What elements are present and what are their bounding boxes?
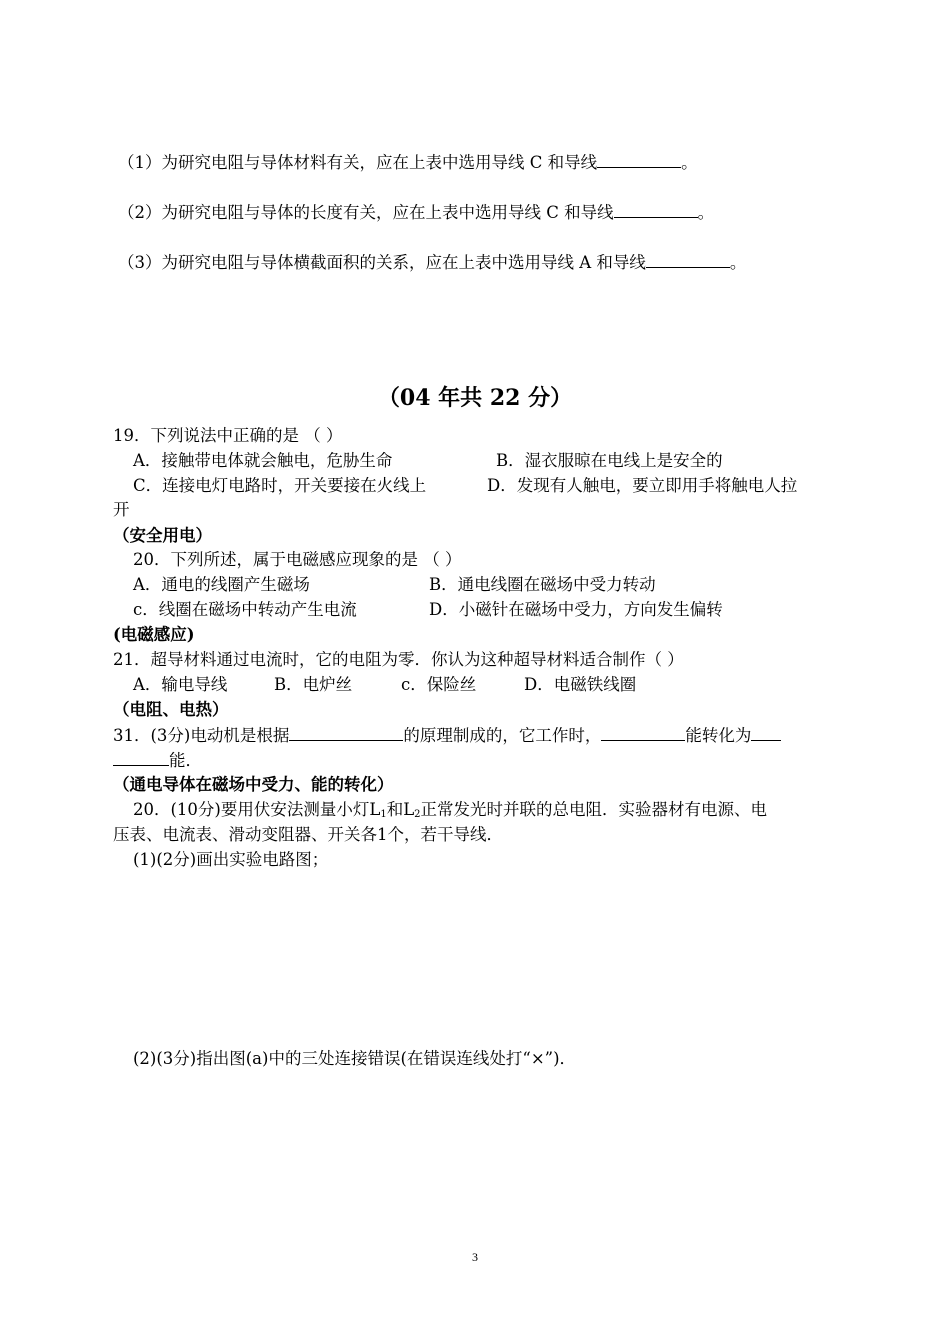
q21-option-c: c．保险丝 bbox=[401, 675, 477, 694]
q18-item-1-text: （1）为研究电阻与导体材料有关，应在上表中选用导线 C 和导线 bbox=[118, 153, 598, 172]
q20b-text-mid: 和L bbox=[386, 800, 415, 819]
q21-option-a: A．输电导线 bbox=[133, 675, 228, 694]
q31-line-1 bbox=[113, 723, 781, 748]
q18-item-3-end: 。 bbox=[729, 253, 747, 272]
q20-option-c: c．线圈在磁场中转动产生电流 bbox=[133, 600, 357, 619]
q31-text-middle: 的原理制成的，它工作时， bbox=[403, 726, 602, 745]
q18-item-2-text: （2）为研究电阻与导体的长度有关，应在上表中选用导线 C 和导线 bbox=[118, 203, 614, 222]
q19-option-a: A．接触带电体就会触电，危胁生命 bbox=[133, 451, 393, 470]
q19-option-d: D．发现有人触电，要立即用手将触电人拉 bbox=[487, 476, 798, 495]
q18-item-1 bbox=[118, 150, 698, 175]
answer-blank bbox=[646, 250, 730, 268]
q19-option-b: B．湿衣服晾在电线上是安全的 bbox=[496, 451, 723, 470]
q20b-line-2: 压表、电流表、滑动变阻器、开关各1个，若干导线． bbox=[113, 825, 503, 844]
answer-blank bbox=[597, 150, 681, 168]
q20-option-a: A．通电的线圈产生磁场 bbox=[133, 575, 310, 594]
q20-option-b: B．通电线圈在磁场中受力转动 bbox=[429, 575, 656, 594]
q18-item-3 bbox=[118, 250, 746, 275]
q21-option-d: D．电磁铁线圈 bbox=[524, 675, 637, 694]
q19-option-c: C．连接电灯电路时，开关要接在火线上 bbox=[133, 476, 427, 495]
answer-blank bbox=[751, 723, 781, 741]
q20b-part-1: (1)(2分)画出实验电路图； bbox=[133, 850, 329, 869]
q20b-text-end: 正常发光时并联的总电阻．实验器材有电源、电 bbox=[420, 800, 768, 819]
q18-item-2-end: 。 bbox=[697, 203, 715, 222]
q18-item-3-text: （3）为研究电阻与导体横截面积的关系，应在上表中选用导线 A 和导线 bbox=[118, 253, 646, 272]
q31-topic-tag: （通电导体在磁场中受力、能的转化） bbox=[113, 775, 394, 794]
q21-topic-tag: （电阻、电热） bbox=[113, 700, 229, 719]
answer-blank bbox=[601, 723, 685, 741]
q19-stem: 19．下列说法中正确的是 （ ） bbox=[113, 426, 343, 445]
q19-option-d-continued: 开 bbox=[113, 500, 130, 519]
q21-stem: 21．超导材料通过电流时，它的电阻为零．你认为这种超导材料适合制作（ ） bbox=[113, 650, 684, 669]
answer-blank bbox=[289, 723, 403, 741]
section-title: （04 年共 22 分） bbox=[377, 385, 573, 411]
q31-line-2 bbox=[113, 748, 202, 773]
q19-topic-tag: （安全用电） bbox=[113, 526, 212, 545]
q20-stem: 20．下列所述，属于电磁感应现象的是 （ ） bbox=[133, 550, 462, 569]
answer-blank bbox=[614, 200, 698, 218]
q31-text-start: 31．(3分)电动机是根据 bbox=[113, 726, 290, 745]
q18-item-1-end: 。 bbox=[681, 153, 698, 172]
page-number: 3 bbox=[472, 1250, 478, 1264]
subscript: 2 bbox=[414, 809, 421, 820]
q20-topic-tag: (电磁感应) bbox=[113, 625, 195, 644]
q31-text-convert: 能转化为 bbox=[685, 726, 752, 745]
q21-option-b: B．电炉丝 bbox=[274, 675, 353, 694]
subscript: 1 bbox=[380, 809, 387, 820]
answer-blank bbox=[113, 748, 169, 766]
q31-text-end: 能． bbox=[169, 751, 202, 770]
q20b-text-start: 20．(10分)要用伏安法测量小灯L bbox=[133, 800, 381, 819]
q20b-part-2: (2)(3分)指出图(a)中的三处连接错误(在错误连线处打“×”)． bbox=[133, 1049, 577, 1068]
q18-item-2 bbox=[118, 200, 714, 225]
q20-option-d: D．小磁针在磁场中受力，方向发生偏转 bbox=[429, 600, 723, 619]
